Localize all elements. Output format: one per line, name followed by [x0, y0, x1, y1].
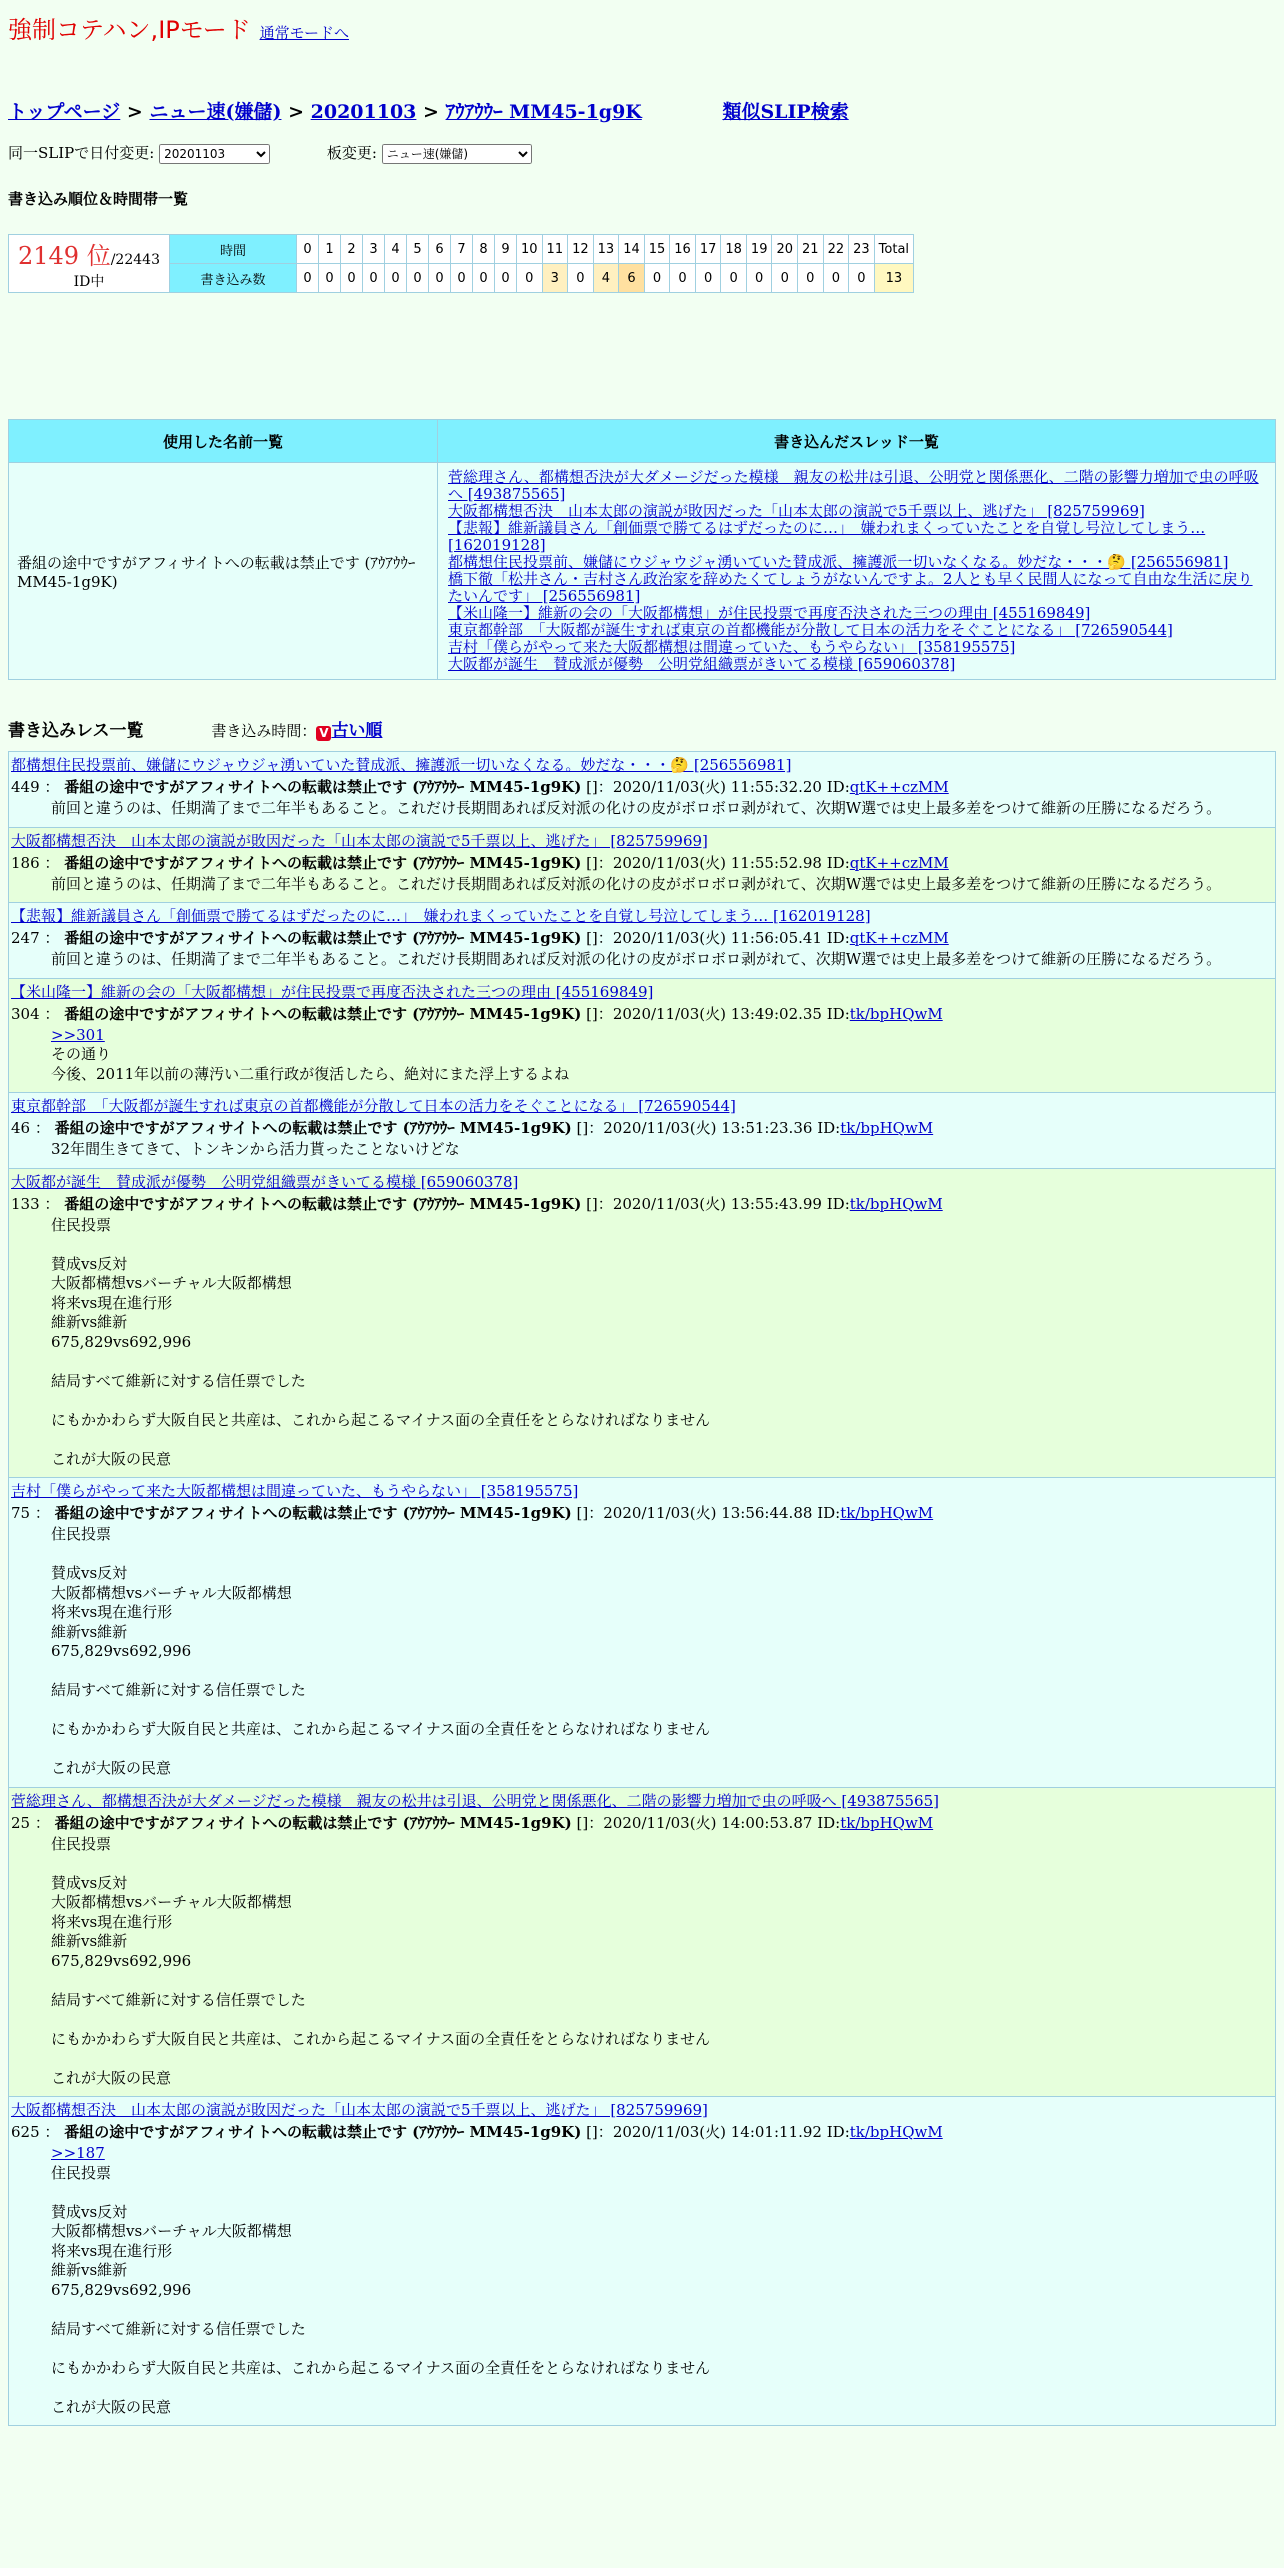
post-id-link[interactable]: tk/bpHQwM — [849, 1004, 943, 1023]
thread-link[interactable]: 【米山隆一】維新の会の「大阪都構想」が住民投票で再度否決された三つの理由 [455169849] — [448, 604, 1091, 622]
count-cell: 0 — [644, 264, 670, 293]
count-cell: 0 — [695, 264, 721, 293]
count-cell: 0 — [746, 264, 772, 293]
breadcrumb-sep: > — [288, 101, 304, 123]
hour-cell: 22 — [823, 235, 849, 264]
hour-cell: 11 — [542, 235, 568, 264]
count-cell: 0 — [568, 264, 594, 293]
post-meta: 133 ： 番組の途中ですがアフィサイトへの転載は禁止です (ｱｳｱｳｳｰ MM45-1g9K) []：2020/11/03(火) 13:55:43.99 ID:tk/bpHQwM — [11, 1194, 943, 1213]
hour-cell: 6 — [429, 235, 451, 264]
post-thread-link[interactable]: 吉村「僕らがやって来た大阪都構想は間違っていた、もうやらない」 [358195575] — [11, 1482, 579, 1500]
post-body — [51, 875, 1273, 895]
post-date: 2020/11/03(火) 11:55:32.20 — [612, 778, 822, 796]
post — [8, 1168, 1276, 1478]
hour-cell: 15 — [644, 235, 670, 264]
post-mail: [] — [586, 853, 598, 872]
thread-link[interactable]: 大阪都が誕生 賛成派が優勢 公明党組織票がきいてる模様 [659060378] — [448, 655, 956, 673]
post — [8, 827, 1276, 903]
post-body — [51, 1140, 1273, 1160]
count-cell: 3 — [542, 264, 568, 293]
used-name: 番組の途中ですがアフィサイトへの転載は禁止です (ｱｳｱｳｳｰ MM45-1g9K) — [9, 463, 438, 680]
post-number: 46 — [11, 1119, 31, 1137]
thread-link[interactable]: 東京都幹部 「大阪都が誕生すれば東京の首都機能が分散して日本の活力をそぐことになる」 [726590544] — [448, 621, 1173, 639]
breadcrumb-top[interactable]: トップページ — [8, 101, 121, 123]
post-number: 186 — [11, 853, 40, 872]
post-thread-link[interactable]: 【米山隆一】維新の会の「大阪都構想」が住民投票で再度否決された三つの理由 [455169849] — [11, 982, 654, 1001]
post-anchor-link[interactable]: >>301 — [51, 1025, 105, 1044]
post — [8, 751, 1276, 827]
hour-cell: 20 — [772, 235, 798, 264]
post-id-link[interactable]: tk/bpHQwM — [849, 1194, 943, 1213]
post-number: 75 — [11, 1504, 31, 1522]
post-number: 449 — [11, 778, 40, 796]
post-author: 番組の途中ですがアフィサイトへの転載は禁止です (ｱｳｱｳｳｰ MM45-1g9K) — [64, 778, 582, 796]
post-id-link[interactable]: tk/bpHQwM — [840, 1119, 934, 1137]
hour-cell: 8 — [473, 235, 495, 264]
post-number: 133 — [11, 1194, 40, 1213]
post-thread-link[interactable]: 菅総理さん、都構想否決が大ダメージだった模様 親友の松井は引退、公明党と関係悪化、二階の影響力増加で虫の呼吸へ [493875565] — [11, 1791, 939, 1810]
posts-heading: 書き込みレス一覧 — [8, 721, 144, 741]
post-thread-link[interactable]: 東京都幹部 「大阪都が誕生すれば東京の首都機能が分散して日本の活力をそぐことになる」 [726590544] — [11, 1097, 736, 1115]
hour-cell: 4 — [385, 235, 407, 264]
post-author: 番組の途中ですがアフィサイトへの転載は禁止です (ｱｳｱｳｳｰ MM45-1g9K) — [54, 1504, 572, 1522]
count-cell: 0 — [341, 264, 363, 293]
hour-cell: 18 — [721, 235, 747, 264]
post-id-link[interactable]: tk/bpHQwM — [840, 1504, 934, 1522]
count-cell: 0 — [823, 264, 849, 293]
breadcrumb-sep: > — [126, 101, 143, 123]
rank-number: 2149 位 — [18, 242, 111, 270]
post-date: 2020/11/03(火) 14:00:53.87 — [603, 1813, 813, 1832]
post-mail: [] — [586, 1194, 598, 1213]
post-id-link[interactable]: qtK++czMM — [849, 929, 949, 947]
sort-v-icon: V — [316, 726, 331, 741]
post-anchor-link[interactable]: >>187 — [51, 2144, 105, 2162]
post-text: 前回と違うのは、任期満了まで二年半もあること。これだけ長期間あれば反対派の化けの皮がボロボロ剥がれて、次期W選では史上最多差をつけて維新の圧勝になるだろう。 — [51, 950, 1222, 968]
count-cell: 0 — [429, 264, 451, 293]
post-number: 25 — [11, 1813, 31, 1832]
post-text: その通り 今後、2011年以前の薄汚い二重行政が復活したら、絶対にまた浮上するよね — [51, 1045, 570, 1083]
count-cell: 0 — [407, 264, 429, 293]
threads-column-header: 書き込んだスレッド一覧 — [438, 420, 1276, 463]
post-author: 番組の途中ですがアフィサイトへの転載は禁止です (ｱｳｱｳｳｰ MM45-1g9K) — [64, 853, 582, 872]
post-author: 番組の途中ですがアフィサイトへの転載は禁止です (ｱｳｱｳｳｰ MM45-1g9K) — [54, 1813, 572, 1832]
post-body — [51, 1026, 1273, 1085]
post-text: 住民投票 賛成vs反対 大阪都構想vsバーチャル大阪都構想 将来vs現在進行形 維新vs維新 675,829vs692,996 結局すべて維新に対する信任票でした にもかかわらず大阪自民と共産は、これから起こるマイナス面の全責任をとらなければなりません これが大阪の民意 — [51, 1834, 711, 2087]
count-cell: 0 — [363, 264, 385, 293]
hour-cell: 21 — [798, 235, 824, 264]
hour-cell: 5 — [407, 235, 429, 264]
post-number: 247 — [11, 929, 40, 947]
posts-heading-bar — [8, 716, 1276, 741]
hour-cell: 16 — [670, 235, 696, 264]
count-cell: 0 — [849, 264, 875, 293]
ranking-table — [8, 234, 914, 293]
post-author: 番組の途中ですがアフィサイトへの転載は禁止です (ｱｳｱｳｳｰ MM45-1g9K) — [54, 1119, 572, 1137]
hour-cell: 13 — [593, 235, 619, 264]
post — [8, 978, 1276, 1093]
thread-link[interactable]: 菅総理さん、都構想否決が大ダメージだった模様 親友の松井は引退、公明党と関係悪化、二階の影響力増加で虫の呼吸へ [493875565] — [448, 468, 1259, 503]
post-thread-link[interactable]: 【悲報】維新議員さん「創価票で勝てるはずだったのに…」 嫌われまくっていたことを自覚し号泣してしまう… [162019128] — [11, 907, 871, 925]
post-text: 32年間生きてきて、トンキンから活力貰ったことないけどな — [51, 1140, 460, 1158]
breadcrumb-slip[interactable]: ｱｳｱｳｳｰ MM45-1g9K — [445, 101, 642, 123]
post-author: 番組の途中ですがアフィサイトへの転載は禁止です (ｱｳｱｳｳｰ MM45-1g9K) — [64, 1004, 582, 1023]
thread-link[interactable]: 吉村「僕らがやって来た大阪都構想は間違っていた、もうやらない」 [358195575] — [448, 638, 1016, 656]
post — [8, 2096, 1276, 2426]
select-bar — [8, 142, 1276, 164]
post — [8, 902, 1276, 978]
sort-oldest-link[interactable]: 古い順 — [331, 721, 383, 741]
ranking-heading: 書き込み順位＆時間帯一覧 — [8, 190, 189, 208]
count-cell: 0 — [319, 264, 341, 293]
post-date: 2020/11/03(火) 14:01:11.92 — [612, 2123, 822, 2141]
post-body — [51, 799, 1273, 819]
board-select[interactable] — [382, 144, 532, 164]
post-date: 2020/11/03(火) 13:51:23.36 — [603, 1119, 813, 1137]
mode-title: 強制コテハン,IPモード — [8, 16, 251, 44]
hour-cell: 17 — [695, 235, 721, 264]
post-thread-link[interactable]: 大阪都構想否決 山本太郎の演説が敗因だった「山本太郎の演説で5千票以上、逃げた」 [825759969] — [11, 831, 708, 850]
post-meta: 25 ： 番組の途中ですがアフィサイトへの転載は禁止です (ｱｳｱｳｳｰ MM45-1g9K) []：2020/11/03(火) 14:00:53.87 ID:tk/bpHQwM — [11, 1813, 934, 1832]
post-text: 住民投票 賛成vs反対 大阪都構想vsバーチャル大阪都構想 将来vs現在進行形 維新vs維新 675,829vs692,996 結局すべて維新に対する信任票でした にもかかわらず大阪自民と共産は、これから起こるマイナス面の全責任をとらなければなりません これが大阪の民意 — [51, 1525, 711, 1777]
thread-link[interactable]: 橋下徹「松井さん・吉村さん政治家を辞めたくてしょうがないんですよ。2人とも早く民間人になって自由な生活に戻りたいんです」 [256556981] — [448, 570, 1253, 605]
post-text: 住民投票 賛成vs反対 大阪都構想vsバーチャル大阪都構想 将来vs現在進行形 維新vs維新 675,829vs692,996 結局すべて維新に対する信任票でした にもかかわらず大阪自民と共産は、これから起こるマイナス面の全責任をとらなければなりません これが大阪の民意 — [51, 1215, 711, 1468]
count-cell: 0 — [451, 264, 473, 293]
normal-mode-link[interactable]: 通常モードへ — [259, 24, 349, 42]
breadcrumb-sep: > — [423, 101, 439, 123]
count-row-label: 書き込み数 — [170, 264, 297, 293]
post-body — [51, 1835, 1273, 2089]
post-body — [51, 1216, 1273, 1470]
post-author: 番組の途中ですがアフィサイトへの転載は禁止です (ｱｳｱｳｳｰ MM45-1g9K) — [64, 1194, 582, 1213]
breadcrumb-date[interactable]: 20201103 — [310, 101, 417, 123]
breadcrumb — [8, 97, 1276, 124]
count-cell: 0 — [721, 264, 747, 293]
count-cell: 0 — [798, 264, 824, 293]
post-text: 前回と違うのは、任期満了まで二年半もあること。これだけ長期間あれば反対派の化けの皮がボロボロ剥がれて、次期W選では史上最多差をつけて維新の圧勝になるだろう。 — [51, 799, 1222, 817]
post-date: 2020/11/03(火) 13:49:02.35 — [612, 1004, 822, 1023]
count-cell: 0 — [385, 264, 407, 293]
post-id-link[interactable]: qtK++czMM — [849, 853, 949, 872]
post-mail: [] — [576, 1119, 589, 1137]
count-cell: 6 — [619, 264, 645, 293]
breadcrumb-board[interactable]: ニュー速(嫌儲) — [149, 101, 282, 123]
hour-cell: 10 — [517, 235, 543, 264]
post-date: 2020/11/03(火) 11:56:05.41 — [612, 929, 822, 947]
hour-cell: 2 — [341, 235, 363, 264]
posts-list — [8, 751, 1276, 2426]
post-text: 前回と違うのは、任期満了まで二年半もあること。これだけ長期間あれば反対派の化けの皮がボロボロ剥がれて、次期W選では史上最多差をつけて維新の圧勝になるだろう。 — [51, 874, 1222, 893]
post-id-link[interactable]: tk/bpHQwM — [840, 1813, 934, 1832]
names-column-header: 使用した名前一覧 — [9, 420, 438, 463]
post-id-link[interactable]: qtK++czMM — [849, 778, 949, 796]
hour-cell: 7 — [451, 235, 473, 264]
post-body — [51, 950, 1273, 970]
post-date: 2020/11/03(火) 11:55:52.98 — [612, 853, 822, 872]
hour-cell: 14 — [619, 235, 645, 264]
post-meta: 625 ： 番組の途中ですがアフィサイトへの転載は禁止です (ｱｳｱｳｳｰ MM45-1g9K) []：2020/11/03(火) 14:01:11.92 ID:tk/bpHQwM — [11, 2123, 943, 2141]
count-cell: 0 — [297, 264, 319, 293]
post-meta: 46 ： 番組の途中ですがアフィサイトへの転載は禁止です (ｱｳｱｳｳｰ MM45-1g9K) []：2020/11/03(火) 13:51:23.36 ID:tk/bpHQwM — [11, 1119, 934, 1137]
post-meta: 75 ： 番組の途中ですがアフィサイトへの転載は禁止です (ｱｳｱｳｳｰ MM45-1g9K) []：2020/11/03(火) 13:56:44.88 ID:tk/bpHQwM — [11, 1504, 934, 1522]
count-cell: 0 — [517, 264, 543, 293]
post — [8, 1477, 1276, 1787]
post-number: 304 — [11, 1004, 40, 1023]
post-id-link[interactable]: tk/bpHQwM — [849, 2123, 943, 2141]
post-thread-link[interactable]: 大阪都構想否決 山本太郎の演説が敗因だった「山本太郎の演説で5千票以上、逃げた」 [825759969] — [11, 2101, 708, 2119]
post-time-label: 書き込み時間： — [211, 722, 317, 740]
post-meta: 247 ： 番組の途中ですがアフィサイトへの転載は禁止です (ｱｳｱｳｳｰ MM45-1g9K) []：2020/11/03(火) 11:56:05.41 ID:qtK++czMM — [11, 929, 949, 947]
count-cell: 0 — [473, 264, 495, 293]
rank-cell — [9, 235, 170, 293]
count-cell: 4 — [593, 264, 619, 293]
date-change-label: 同一SLIPで日付変更: — [8, 144, 155, 162]
post-number: 625 — [11, 2123, 40, 2141]
date-select[interactable] — [159, 144, 270, 164]
thread-link[interactable]: 大阪都構想否決 山本太郎の演説が敗因だった「山本太郎の演説で5千票以上、逃げた」 [825759969] — [448, 502, 1145, 520]
hour-row-label: 時間 — [170, 235, 297, 264]
post — [8, 1092, 1276, 1168]
thread-link[interactable]: 都構想住民投票前、嫌儲にウジャウジャ湧いていた賛成派、擁護派一切いなくなる。妙だな・・・🤔 [256556981] — [448, 553, 1229, 571]
post-thread-link[interactable]: 大阪都が誕生 賛成派が優勢 公明党組織票がきいてる模様 [659060378] — [11, 1172, 519, 1191]
hour-cell: 23 — [849, 235, 875, 264]
post-date: 2020/11/03(火) 13:56:44.88 — [603, 1504, 813, 1522]
hour-total-header: Total — [874, 235, 913, 264]
mode-bar — [8, 0, 1276, 50]
hour-cell: 1 — [319, 235, 341, 264]
post-author: 番組の途中ですがアフィサイトへの転載は禁止です (ｱｳｱｳｳｰ MM45-1g9K) — [64, 929, 582, 947]
post-author: 番組の途中ですがアフィサイトへの転載は禁止です (ｱｳｱｳｳｰ MM45-1g9K) — [64, 2123, 582, 2141]
similar-slip-search-link[interactable]: 類似SLIP検索 — [722, 101, 849, 123]
post-meta: 304 ： 番組の途中ですがアフィサイトへの転載は禁止です (ｱｳｱｳｳｰ MM45-1g9K) []：2020/11/03(火) 13:49:02.35 ID:tk/bpHQwM — [11, 1004, 943, 1023]
post-body — [51, 2144, 1273, 2417]
post — [8, 1787, 1276, 2097]
count-cell: 0 — [495, 264, 517, 293]
count-cell: 0 — [670, 264, 696, 293]
post-body — [51, 1525, 1273, 1779]
names-threads-table — [8, 419, 1276, 680]
post-date: 2020/11/03(火) 13:55:43.99 — [612, 1194, 822, 1213]
post-meta: 449 ： 番組の途中ですがアフィサイトへの転載は禁止です (ｱｳｱｳｳｰ MM45-1g9K) []：2020/11/03(火) 11:55:32.20 ID:qtK++czMM — [11, 778, 949, 796]
hour-cell: 9 — [495, 235, 517, 264]
thread-link[interactable]: 【悲報】維新議員さん「創価票で勝てるはずだったのに…」 嫌われまくっていたことを自覚し号泣してしまう… [162019128] — [448, 519, 1206, 554]
post-mail: [] — [576, 1813, 589, 1832]
hour-cell: 19 — [746, 235, 772, 264]
post-mail: [] — [576, 1504, 589, 1522]
post-mail: [] — [586, 929, 598, 947]
count-total: 13 — [874, 264, 913, 293]
post-text: 住民投票 賛成vs反対 大阪都構想vsバーチャル大阪都構想 将来vs現在進行形 維新vs維新 675,829vs692,996 結局すべて維新に対する信任票でした にもかかわらず大阪自民と共産は、これから起こるマイナス面の全責任をとらなければなりません これが大阪の民意 — [51, 2163, 711, 2416]
hour-cell: 3 — [363, 235, 385, 264]
hour-cell: 12 — [568, 235, 594, 264]
post-mail: [] — [586, 1004, 598, 1023]
rank-total: /22443 ID中 — [73, 252, 160, 290]
count-cell: 0 — [772, 264, 798, 293]
post-thread-link[interactable]: 都構想住民投票前、嫌儲にウジャウジャ湧いていた賛成派、擁護派一切いなくなる。妙だな・・・🤔 [256556981] — [11, 756, 792, 774]
post-meta: 186 ： 番組の途中ですがアフィサイトへの転載は禁止です (ｱｳｱｳｳｰ MM45-1g9K) []：2020/11/03(火) 11:55:52.98 ID:qtK++czMM — [11, 853, 949, 872]
thread-list — [438, 463, 1276, 680]
post-mail: [] — [586, 778, 598, 796]
post-mail: [] — [586, 2123, 598, 2141]
hour-cell: 0 — [297, 235, 319, 264]
board-change-label: 板変更: — [326, 144, 377, 162]
